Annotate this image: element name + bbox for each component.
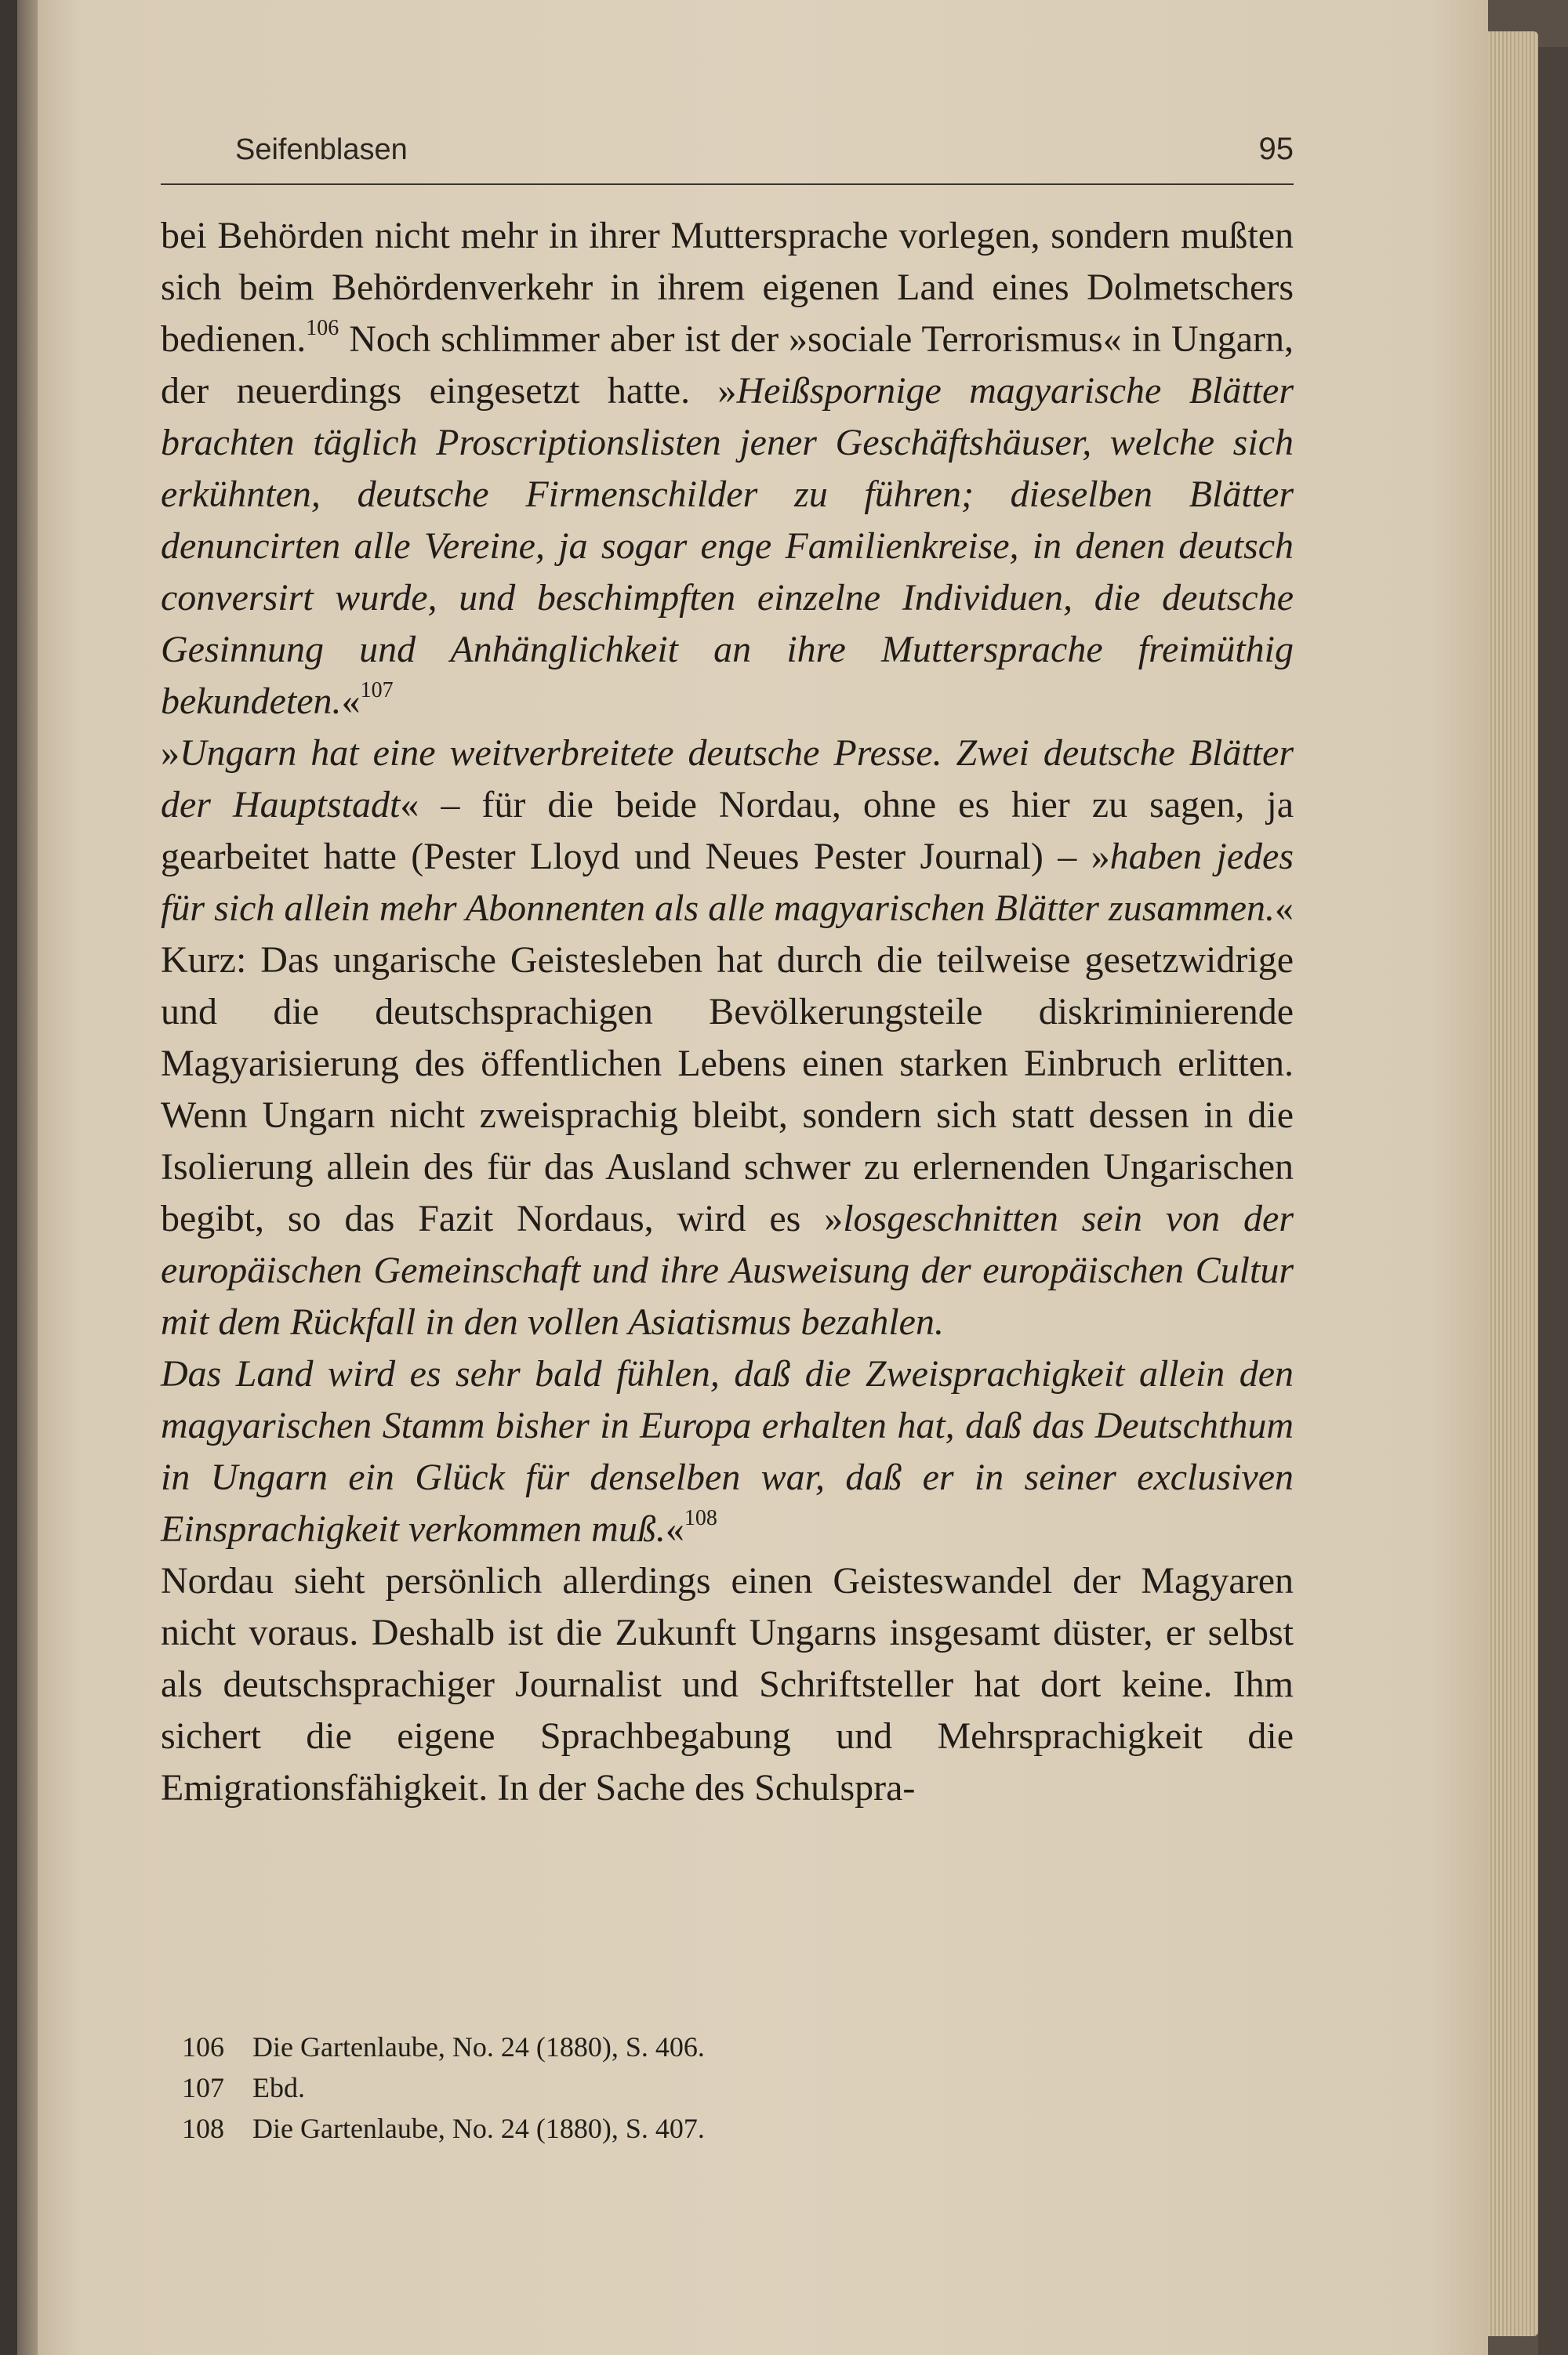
text-run: «: [665, 1508, 684, 1550]
paragraph-1: [161, 210, 1294, 728]
footnote-number: 106: [182, 2031, 224, 2063]
page-stack-shadow: [1538, 47, 1568, 2355]
paragraph-3: [161, 1348, 1294, 1555]
text-run: Noch schlimmer aber ist der »sociale Terrorismus« in Ungarn, der neuerdings eingesetzt hatte. »: [161, 318, 1294, 412]
text-run: « Kurz: Das ungarische Geistesleben hat durch die teilweise gesetzwidrige und die deutschsprachigen Bevölkerungsteile diskriminierende Magyarisierung des öffentlichen Lebens einen starken Einbruch erlitten. Wenn Ungarn nicht zweisprachig bleibt, sondern sich statt dessen in die Isolierung allein des für das Ausland schwer zu erlernenden Ungarischen begibt, so das Fazit Nordaus, wird es »: [161, 887, 1294, 1239]
quote-italic: Heißspornige magyarische Blätter brachten täglich Proscriptionslisten jener Geschäftshäuser, welche sich erkühnten, deutsche Firmenschilder zu führen; dieselben Blätter denuncirten alle Vereine, ja sogar enge Familienkreise, in denen deutsch conversirt wurde, und beschimpften einzelne Individuen, die deutsche Gesinnung und Anhänglichkeit an ihre Muttersprache freimüthig bekundeten.: [161, 370, 1294, 722]
text-run: «: [341, 680, 361, 722]
page-stack: [1488, 31, 1538, 2336]
footnote-text: Ebd.: [252, 2072, 305, 2103]
quote-italic: Ungarn hat eine weitverbreitete deutsche Presse. Zwei deutsche Blätter der Hauptstadt: [161, 732, 1294, 826]
spine-shadow: [0, 0, 17, 2355]
spine-edge: [17, 0, 38, 2355]
text-run: bei Behörden nicht mehr in ihrer Muttersprache vorlegen, sondern mußten sich beim Behördenverkehr in ihrem eigenen Land eines Dolmetschers bedienen.: [161, 215, 1294, 360]
footnote-ref-107: 107: [360, 678, 394, 702]
quote-italic: Das Land wird es sehr bald fühlen, daß die Zweisprachigkeit allein den magyarischen Stamm bisher in Europa erhalten hat, daß das Deutschthum in Ungarn ein Glück für denselben war, daß er in seiner exclusiven Einsprachigkeit verkommen muß.: [161, 1353, 1294, 1550]
text-run: »: [161, 732, 180, 774]
text-run: « – für die beide Nordau, ohne es hier zu sagen, ja gearbeitet hatte (Pester Lloyd und Neues Pester Journal) – »: [161, 784, 1294, 877]
header-rule: [161, 183, 1294, 185]
footnote-text: Die Gartenlaube, No. 24 (1880), S. 406.: [252, 2031, 705, 2063]
footnotes: [182, 2027, 1201, 2149]
footnote-ref-108: 108: [684, 1506, 717, 1530]
footnote: [182, 2027, 1201, 2067]
footnote-text: Die Gartenlaube, No. 24 (1880), S. 407.: [252, 2113, 705, 2144]
paragraph-4: Nordau sieht persönlich allerdings einen Geisteswandel der Magyaren nicht voraus. Deshalb ist die Zukunft Ungarns insgesamt düster, er selbst als deutschsprachiger Journalist und Schriftsteller hat dort keine. Ihm sichert die eigene Sprachbegabung und Mehrsprachigkeit die Emigrationsfähigkeit. In der Sache des Schulspra-: [161, 1560, 1294, 1809]
footnote: [182, 2108, 1201, 2149]
paragraph-2: [161, 728, 1294, 1348]
quote-italic: haben jedes für sich allein mehr Abonnenten als alle magyarischen Blätter zusammen.: [161, 836, 1294, 929]
running-title: Seifenblasen: [235, 133, 408, 166]
footnote: [182, 2067, 1201, 2108]
body-text: [161, 210, 1294, 1814]
page-number: 95: [1258, 132, 1294, 166]
footnote-number: 108: [182, 2113, 224, 2144]
footnote-number: 107: [182, 2072, 224, 2103]
quote-italic: losgeschnitten sein von der europäischen Gemeinschaft und ihre Ausweisung der europäischen Cultur mit dem Rückfall in den vollen Asiatismus bezahlen.: [161, 1198, 1294, 1343]
footnote-ref-106: 106: [306, 316, 339, 340]
